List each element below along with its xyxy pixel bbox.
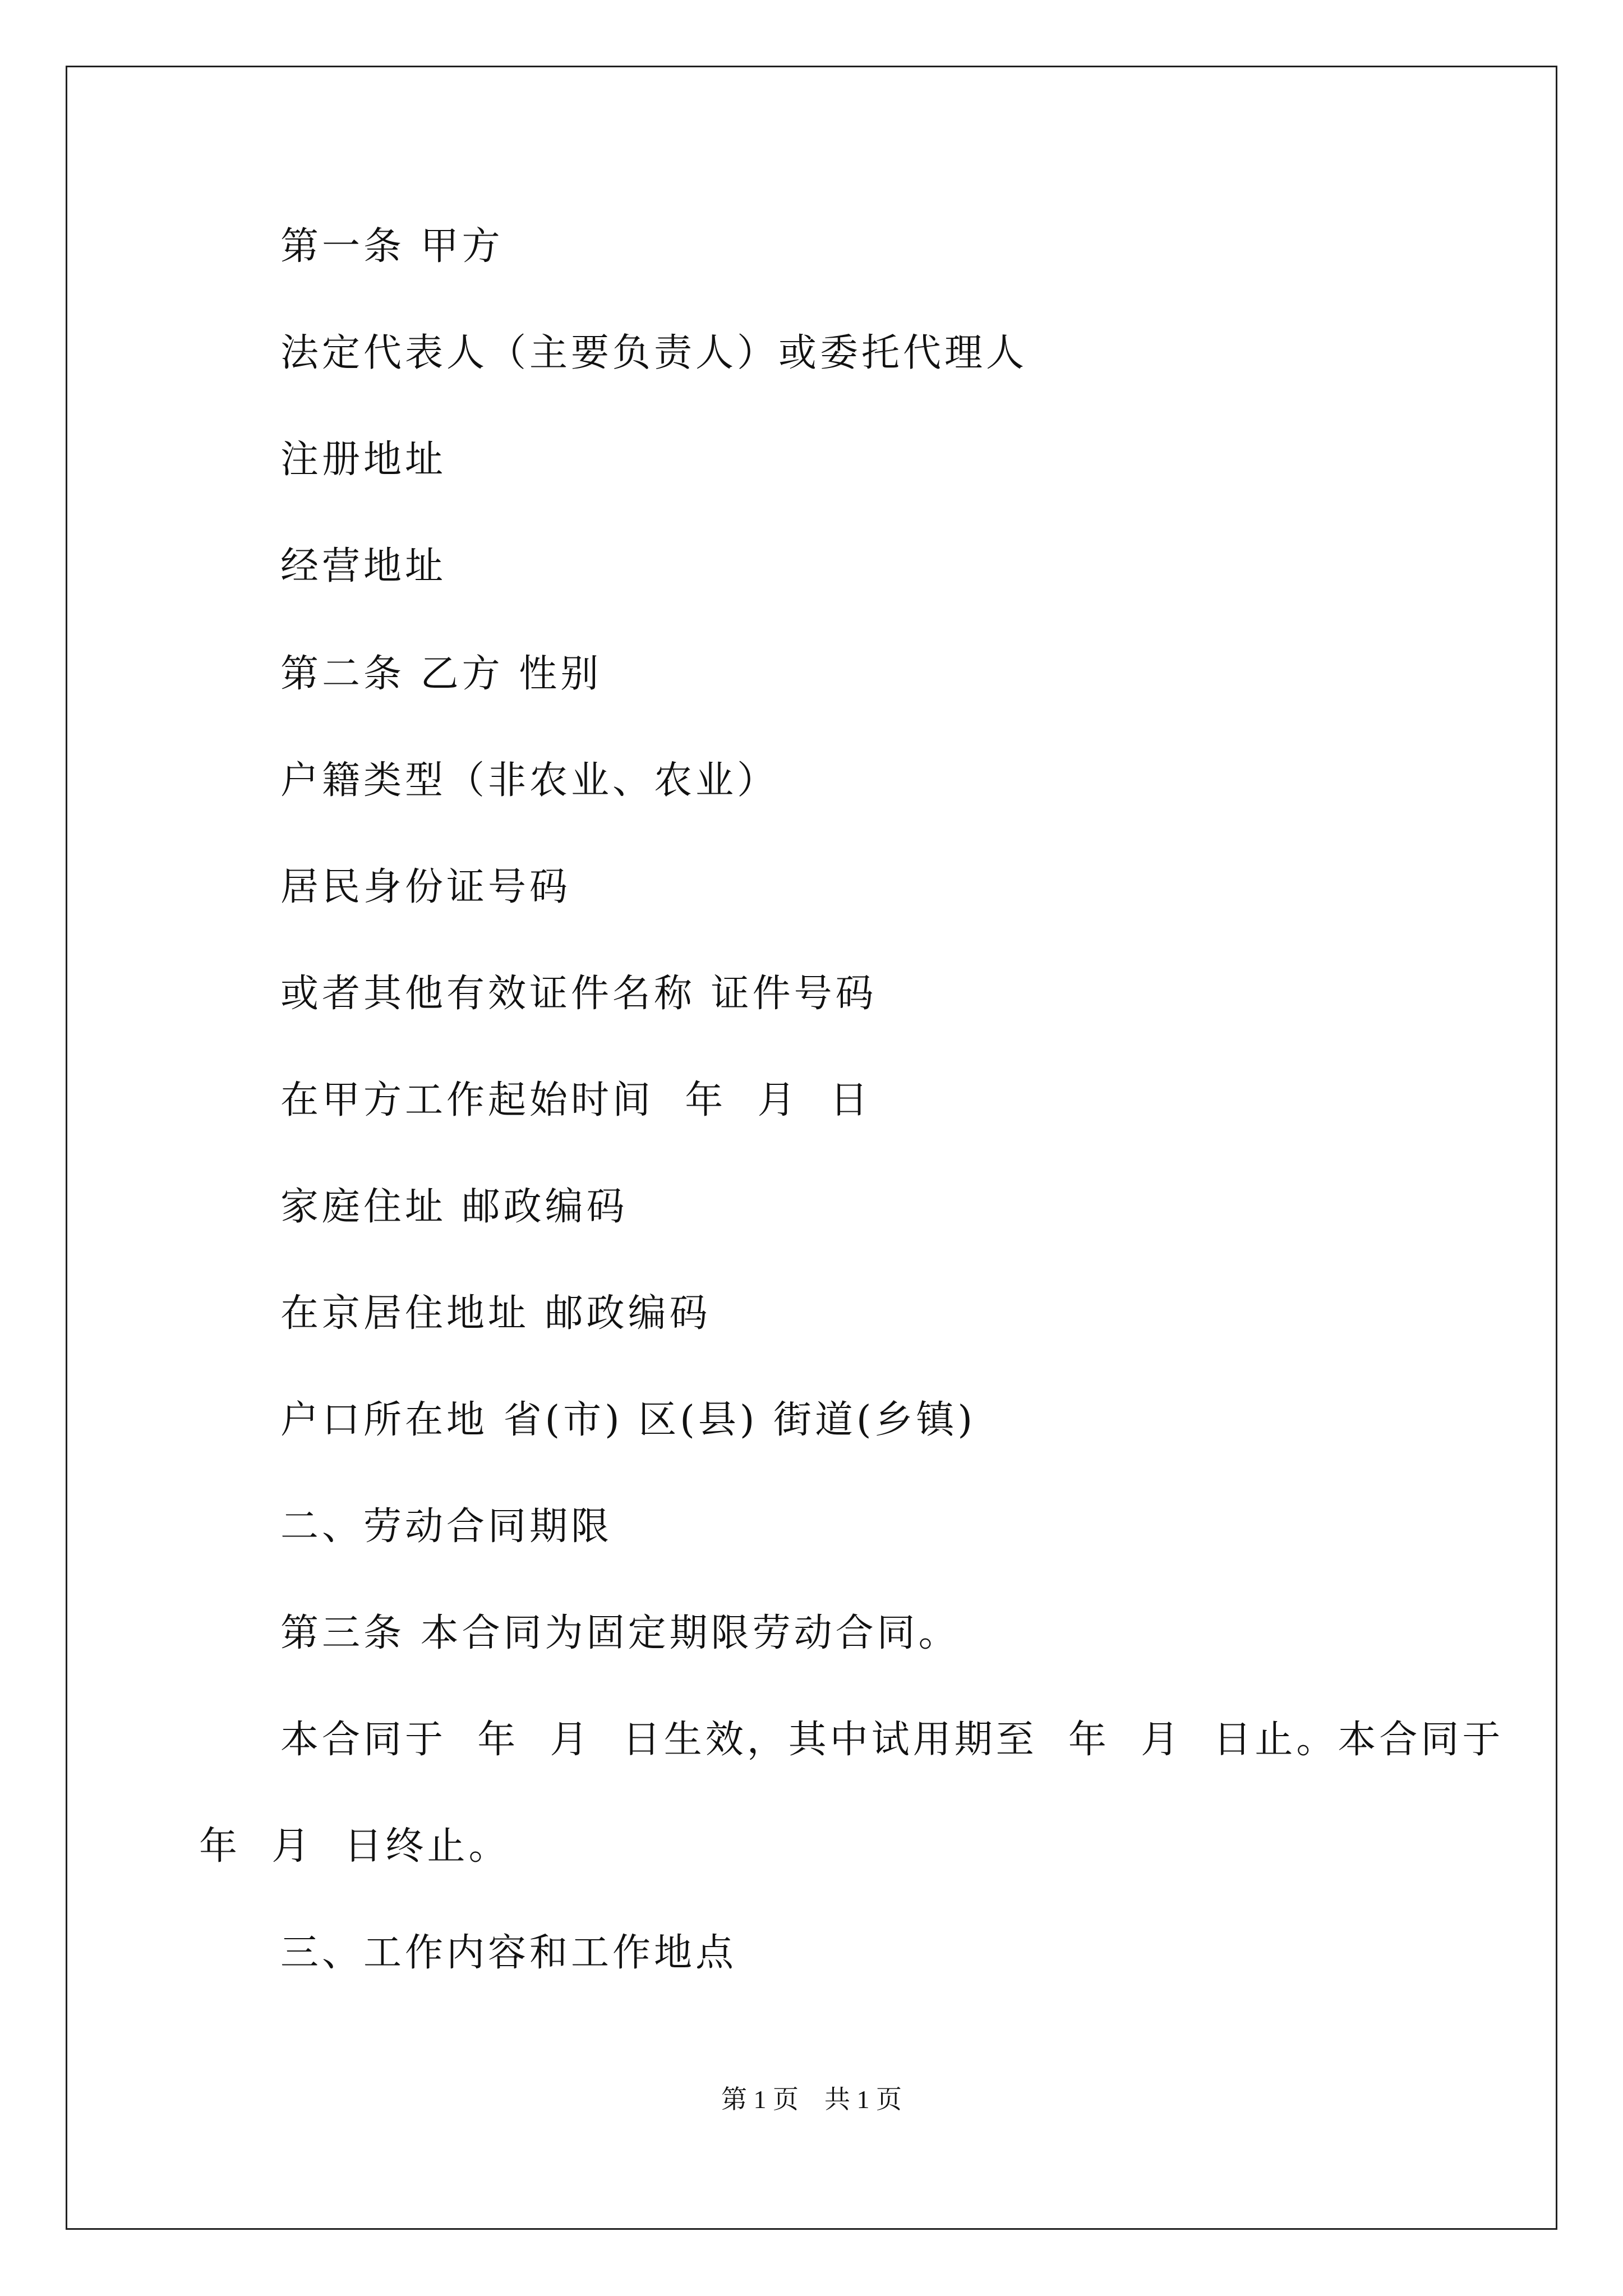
beijing-address-line: 在京居住地址 邮政编码 [280, 1291, 711, 1336]
home-address-line: 家庭住址 邮政编码 [280, 1185, 628, 1229]
registered-address-line: 注册地址 [280, 438, 447, 482]
contract-term-line: 本合同于 年 月 日生效，其中试用期至 年 月 日止。本合同于 [280, 1718, 1504, 1762]
page-number-footer: 第 1 页 共 1 页 [721, 2085, 902, 2114]
page-border [66, 66, 1557, 2230]
contract-term-continuation: 年 月 日终止。 [199, 1824, 510, 1869]
hukou-location-line: 户口所在地 省(市) 区(县) 街道(乡镇) [280, 1398, 976, 1442]
household-type-line: 户籍类型（非农业、农业） [280, 758, 779, 803]
section-3-heading: 三、工作内容和工作地点 [280, 1931, 737, 1975]
other-id-line: 或者其他有效证件名称 证件号码 [280, 972, 877, 1016]
clause-2-party-b: 第二条 乙方 性别 [280, 652, 602, 696]
clause-3-line: 第三条 本合同为固定期限劳动合同。 [280, 1611, 960, 1655]
legal-representative-line: 法定代表人（主要负责人）或委托代理人 [280, 331, 1028, 375]
section-2-heading: 二、劳动合同期限 [280, 1504, 613, 1549]
clause-1-party-a: 第一条 甲方 [280, 224, 504, 269]
id-number-line: 居民身份证号码 [280, 865, 571, 909]
business-address-line: 经营地址 [280, 544, 447, 588]
start-date-line: 在甲方工作起始时间 年 月 日 [280, 1078, 872, 1122]
